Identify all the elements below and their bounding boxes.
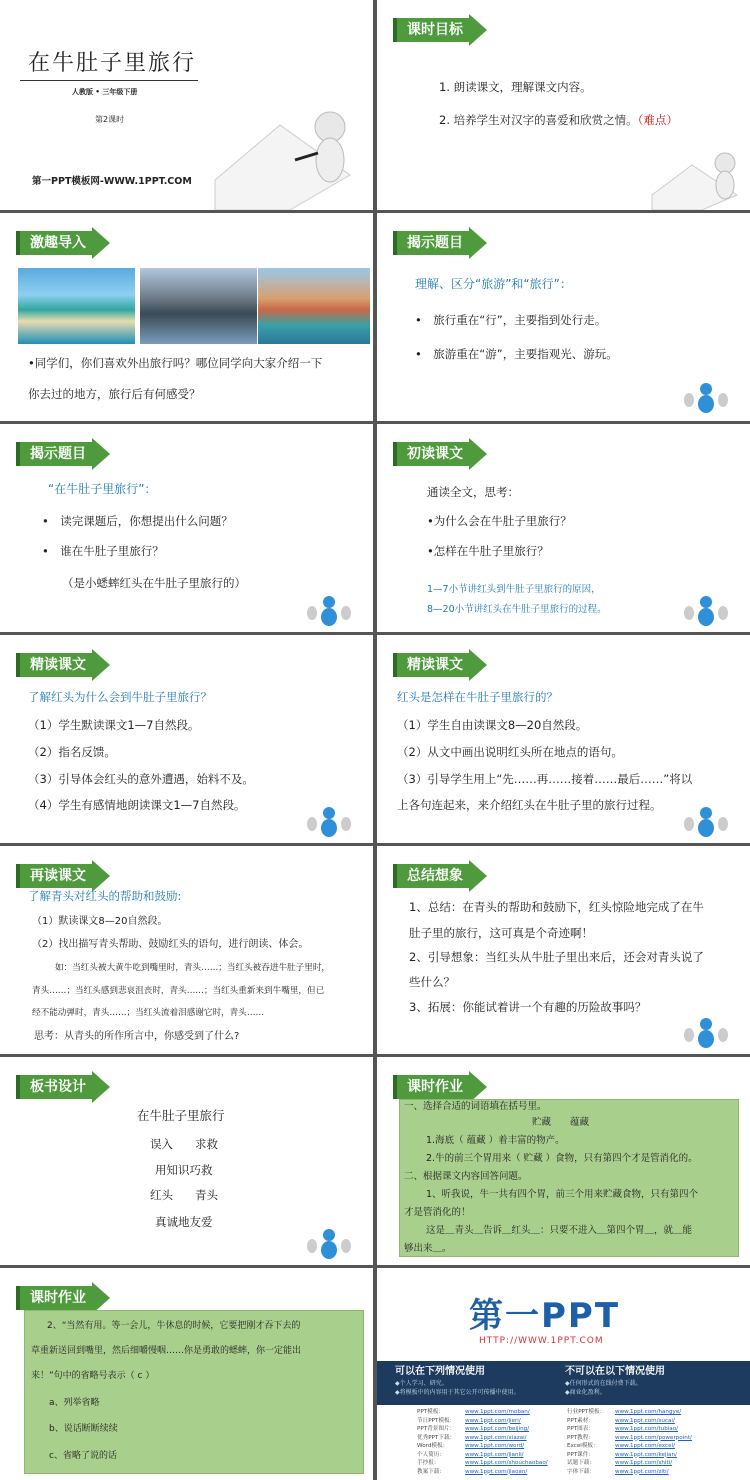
credit-link-row xyxy=(567,1468,692,1477)
slide-first-read xyxy=(377,424,750,632)
credit-link[interactable]: www.1ppt.com/shouchaobao/ xyxy=(465,1460,548,1466)
example-3: 经不能动弹时，青头……；当红头流着泪感谢它时，青头…… xyxy=(32,1008,265,1018)
section-banner: 精读课文 xyxy=(16,649,110,681)
credit-link-row xyxy=(417,1408,548,1417)
homework-box xyxy=(399,1099,739,1257)
credit-link-label: PPT课件： xyxy=(567,1451,594,1458)
question-1: •为什么会在牛肚子里旅行？ xyxy=(427,514,572,528)
credit-link-row xyxy=(417,1425,548,1434)
section-2-heading: 二、根据课文内容回答问题。 xyxy=(404,1171,528,1182)
white-3d-figure-icon xyxy=(210,105,370,210)
credit-link[interactable]: www.1ppt.com/tubiao/ xyxy=(615,1426,679,1432)
credit-link[interactable]: www.1ppt.com/sucai/ xyxy=(615,1417,675,1424)
can-use-2: ◆将模板中的内容用于其它公开可传播中使用。 xyxy=(395,1389,520,1396)
close-read-lead: 红头是怎样在牛肚子里旅行的？ xyxy=(397,690,558,704)
credit-link-row xyxy=(567,1417,692,1426)
step-3-cont: 上各句连起来，来介绍红头在牛肚子里的旅行过程。 xyxy=(397,798,662,812)
board-row-1: 误入 求救 xyxy=(150,1137,218,1151)
example-1: 如：当红头被大黄牛吃到嘴里时，青头……；当红头被吞进牛肚子里时， xyxy=(55,963,331,973)
site-credit: 第一PPT模板网-WWW.1PPT.COM xyxy=(32,176,192,187)
question-2: •怎样在牛肚子里旅行？ xyxy=(427,544,549,558)
slide-goals xyxy=(377,0,750,210)
title-rule xyxy=(20,80,198,81)
section-banner: 总结想象 xyxy=(393,860,487,892)
slide-reveal-1 xyxy=(377,213,750,421)
credit-link[interactable]: www.1ppt.com/ziti/ xyxy=(615,1468,669,1475)
cannot-use-heading: 不可以在以下情况使用 xyxy=(565,1366,665,1377)
period: 第2课时 xyxy=(95,115,125,124)
can-use-heading: 可以在下列情况使用 xyxy=(395,1366,485,1377)
slide-close-read-2 xyxy=(377,635,750,843)
question-1: 1.海底（ 蕴藏 ）着丰富的物产。 xyxy=(426,1135,565,1146)
blue-people-group-icon xyxy=(682,805,730,839)
slide-board-design xyxy=(0,1057,373,1265)
section-banner: 课时目标 xyxy=(393,14,487,46)
credit-link-row xyxy=(567,1459,692,1468)
note-2: 8—20小节讲红头在牛肚子里旅行的过程。 xyxy=(427,604,607,615)
credit-link-label: PPT模板： xyxy=(417,1409,444,1415)
coastal-town-photo xyxy=(258,268,370,344)
usage-banner xyxy=(377,1361,750,1405)
slide-homework-2 xyxy=(0,1268,373,1480)
section-banner: 激趣导入 xyxy=(16,227,110,259)
brand-logo: 第一PPT xyxy=(469,1296,621,1336)
slide-intro xyxy=(0,213,373,421)
step-2: （2）从文中画出说明红头所在地点的语句。 xyxy=(397,745,623,759)
summary-1-cont: 肚子里的旅行，这可真是个奇迹啊！ xyxy=(409,926,593,940)
option-a: a、列举省略 xyxy=(49,1398,100,1408)
links-left xyxy=(417,1408,548,1476)
extend-3: 3、拓展：你能试着讲一个有趣的历险故事吗？ xyxy=(409,1000,647,1014)
credit-link-label: PPT图表： xyxy=(567,1426,594,1432)
bullet-1: • 读完课题后，你想提出什么问题？ xyxy=(42,514,233,528)
blue-people-group-icon xyxy=(305,805,353,839)
goal-2: 2. 培养学生对汉字的喜爱和欣赏之情。（难点） xyxy=(439,113,678,127)
blue-people-group-icon xyxy=(682,1016,730,1050)
credit-link-label: Excel模板： xyxy=(567,1443,599,1449)
question-3-cont: 才是管消化的！ xyxy=(404,1207,471,1218)
credit-link-label: 节日PPT模板： xyxy=(417,1417,456,1424)
answer: （是小蟋蟀红头在牛肚子里旅行的） xyxy=(62,576,246,590)
section-banner: 板书设计 xyxy=(16,1071,110,1103)
slide-close-read-1 xyxy=(0,635,373,843)
credit-link[interactable]: www.1ppt.com/jiaoan/ xyxy=(465,1468,528,1475)
slide-homework-1 xyxy=(377,1057,750,1265)
section-banner: 再读课文 xyxy=(16,860,110,892)
credit-link-label: Word模板： xyxy=(417,1443,449,1449)
step-1: （1）学生默读课文1—7自然段。 xyxy=(28,718,200,732)
board-row-2: 用知识巧救 xyxy=(155,1163,213,1177)
section-banner: 精读课文 xyxy=(393,649,487,681)
credit-link-label: 试题下载： xyxy=(567,1460,595,1466)
board-row-4: 真诚地友爱 xyxy=(155,1215,213,1229)
credit-link-row xyxy=(567,1442,692,1451)
board-title: 在牛肚子里旅行 xyxy=(137,1108,225,1123)
summary-1: 1、总结：在青头的帮助和鼓励下，红头惊险地完成了在牛 xyxy=(409,900,704,914)
blue-people-group-icon xyxy=(305,1227,353,1261)
credit-link[interactable]: www.1ppt.com/word/ xyxy=(465,1443,525,1449)
board-row-3: 红头 青头 xyxy=(150,1188,218,1202)
step-1: （1）学生自由读课文8—20自然段。 xyxy=(397,718,588,732)
credit-link-label: 行业PPT模板： xyxy=(567,1409,606,1415)
slide-summary xyxy=(377,846,750,1054)
credit-link-row xyxy=(567,1408,692,1417)
blue-people-group-icon xyxy=(305,594,353,628)
credit-link-row xyxy=(417,1451,548,1460)
credit-link[interactable]: www.1ppt.com/beijing/ xyxy=(465,1426,530,1432)
credit-link-row xyxy=(567,1425,692,1434)
links-right xyxy=(567,1408,692,1476)
section-banner: 揭示题目 xyxy=(393,227,487,259)
credit-link[interactable]: www.1ppt.com/excel/ xyxy=(615,1443,675,1449)
slide-reveal-2 xyxy=(0,424,373,632)
option-c: c、省略了说的话 xyxy=(49,1451,117,1461)
section-banner: 课时作业 xyxy=(16,1282,110,1314)
reflection: 思考：从青头的所作所言中，你感受到了什么? xyxy=(34,1031,240,1042)
word-bank: 贮藏 蕴藏 xyxy=(532,1117,590,1128)
cannot-use-2: ◆商业化盈利。 xyxy=(565,1389,606,1396)
credit-link-row xyxy=(417,1459,548,1468)
bullet-2: • 旅游重在“游”，主要指观光、游玩。 xyxy=(415,347,618,361)
intro-line-2: 你去过的地方，旅行后有何感受？ xyxy=(28,387,201,401)
reread-lead: 了解青头对红头的帮助和鼓励: xyxy=(28,889,182,903)
credit-link-row xyxy=(417,1417,548,1426)
credit-link-row xyxy=(567,1434,692,1443)
imagine-2: 2、引导想象：当红头从牛肚子里出来后，还会对青头说了 xyxy=(409,950,704,964)
step-4: （4）学生有感情地朗读课文1—7自然段。 xyxy=(28,798,246,812)
section-banner: 课时作业 xyxy=(393,1071,487,1103)
credit-link-label: 个人简历： xyxy=(417,1451,445,1458)
credit-link-label: 教案下载： xyxy=(417,1468,445,1475)
close-read-lead: 了解红头为什么会到牛肚子里旅行？ xyxy=(28,690,212,704)
credit-link-label: PPT教程： xyxy=(567,1434,594,1441)
intro-line-1: •同学们，你们喜欢外出旅行吗？哪位同学向大家介绍一下 xyxy=(28,356,323,370)
bullet-1: • 旅行重在“行”，主要指到处行走。 xyxy=(415,313,607,327)
white-3d-figure-icon xyxy=(647,150,747,210)
credit-link-label: 手抄报： xyxy=(417,1460,440,1466)
section-1-heading: 一、选择合适的词语填在括号里。 xyxy=(404,1101,547,1112)
slide-title xyxy=(0,0,373,210)
credit-link-label: 优秀PPT下载： xyxy=(417,1434,456,1441)
option-b: b、说话断断续续 xyxy=(49,1424,118,1434)
section-banner: 初读课文 xyxy=(393,438,487,470)
slide-reread xyxy=(0,846,373,1054)
step-3: （3）引导学生用上“先……再……接着……最后……”将以 xyxy=(397,772,693,786)
note-1: 1—7小节讲红头到牛肚子里旅行的原因， xyxy=(427,584,601,595)
reveal-lead: “在牛肚子里旅行”： xyxy=(48,482,157,496)
credit-link-row xyxy=(417,1442,548,1451)
credit-link-label: PPT素材： xyxy=(567,1417,594,1424)
credit-link[interactable]: www.1ppt.com/xiazai/ xyxy=(465,1434,527,1441)
credit-link[interactable]: www.1ppt.com/powerpoint/ xyxy=(615,1434,692,1441)
can-use-1: ◆个人学习、研究。 xyxy=(395,1380,448,1387)
question-4-cont: 够出来＿。 xyxy=(404,1243,452,1254)
credit-link-label: 字体下载： xyxy=(567,1468,595,1475)
question-2: 2.牛的前三个胃用来（ 贮藏 ）食物，只有第四个才是管消化的。 xyxy=(426,1153,698,1164)
section-banner: 揭示题目 xyxy=(16,438,110,470)
slide-credits xyxy=(377,1268,750,1480)
blue-people-group-icon xyxy=(682,381,730,415)
example-2: 青头……；当红头感到悲哀沮丧时，青头……；当红头重新来到牛嘴里，但已 xyxy=(32,986,325,996)
cannot-use-1: ◆任何形式的在线付费下载。 xyxy=(565,1380,642,1387)
lesson-title: 在牛肚子里旅行 xyxy=(28,51,197,76)
credit-link-label: PPT背景图片： xyxy=(417,1426,456,1432)
passage-3: 来！”句中的省略号表示（ c ） xyxy=(31,1371,155,1381)
passage-2: 草重新送回到嘴里，然后细嚼慢咽……你是勇敢的蟋蟀，你一定能出 xyxy=(31,1346,302,1356)
credit-link[interactable]: www.1ppt.com/jieri/ xyxy=(465,1417,521,1424)
publisher: 人教版 • 三年级下册 xyxy=(72,88,138,96)
credit-link-row xyxy=(417,1434,548,1443)
step-1: （1）默读课文8—20自然段。 xyxy=(32,916,168,927)
reveal-lead: 理解、区分“旅游”和“旅行”： xyxy=(415,277,572,291)
question-3: 1、听我说，牛一共有四个胃，前三个用来贮藏食物，只有第四个 xyxy=(426,1189,699,1200)
bullet-2: • 谁在牛肚子里旅行？ xyxy=(42,544,164,558)
credit-link-row xyxy=(417,1468,548,1477)
passage-1: 2、“当然有用。等一会儿，牛休息的时候，它要把刚才吞下去的 xyxy=(47,1321,301,1331)
step-2: （2）指名反馈。 xyxy=(28,745,116,759)
credit-link-row xyxy=(567,1451,692,1460)
step-3: （3）引导体会红头的意外遭遇，始料不及。 xyxy=(28,772,254,786)
read-prompt: 通读全文，思考： xyxy=(427,485,519,499)
imagine-2-cont: 些什么？ xyxy=(409,975,455,989)
homework-box xyxy=(24,1310,364,1474)
question-4: 这是＿青头＿告诉＿红头＿：只要不进入＿第四个胃＿，就＿能 xyxy=(426,1225,693,1236)
credit-link[interactable]: www.1ppt.com/moban/ xyxy=(465,1409,530,1415)
credit-link[interactable]: www.1ppt.com/shiti/ xyxy=(615,1460,673,1466)
credit-link[interactable]: www.1ppt.com/kejian/ xyxy=(615,1451,677,1458)
brand-url: HTTP://WWW.1PPT.COM xyxy=(479,1336,604,1346)
credit-link[interactable]: www.1ppt.com/jianli/ xyxy=(465,1451,524,1458)
water-town-photo xyxy=(140,268,257,344)
beach-photo xyxy=(18,268,135,344)
credit-link[interactable]: www.1ppt.com/hangye/ xyxy=(615,1409,682,1415)
goal-1: 1. 朗读课文，理解课文内容。 xyxy=(439,80,592,94)
step-2: （2）找出描写青头帮助、鼓励红头的语句，进行朗读、体会。 xyxy=(32,939,309,950)
blue-people-group-icon xyxy=(682,594,730,628)
